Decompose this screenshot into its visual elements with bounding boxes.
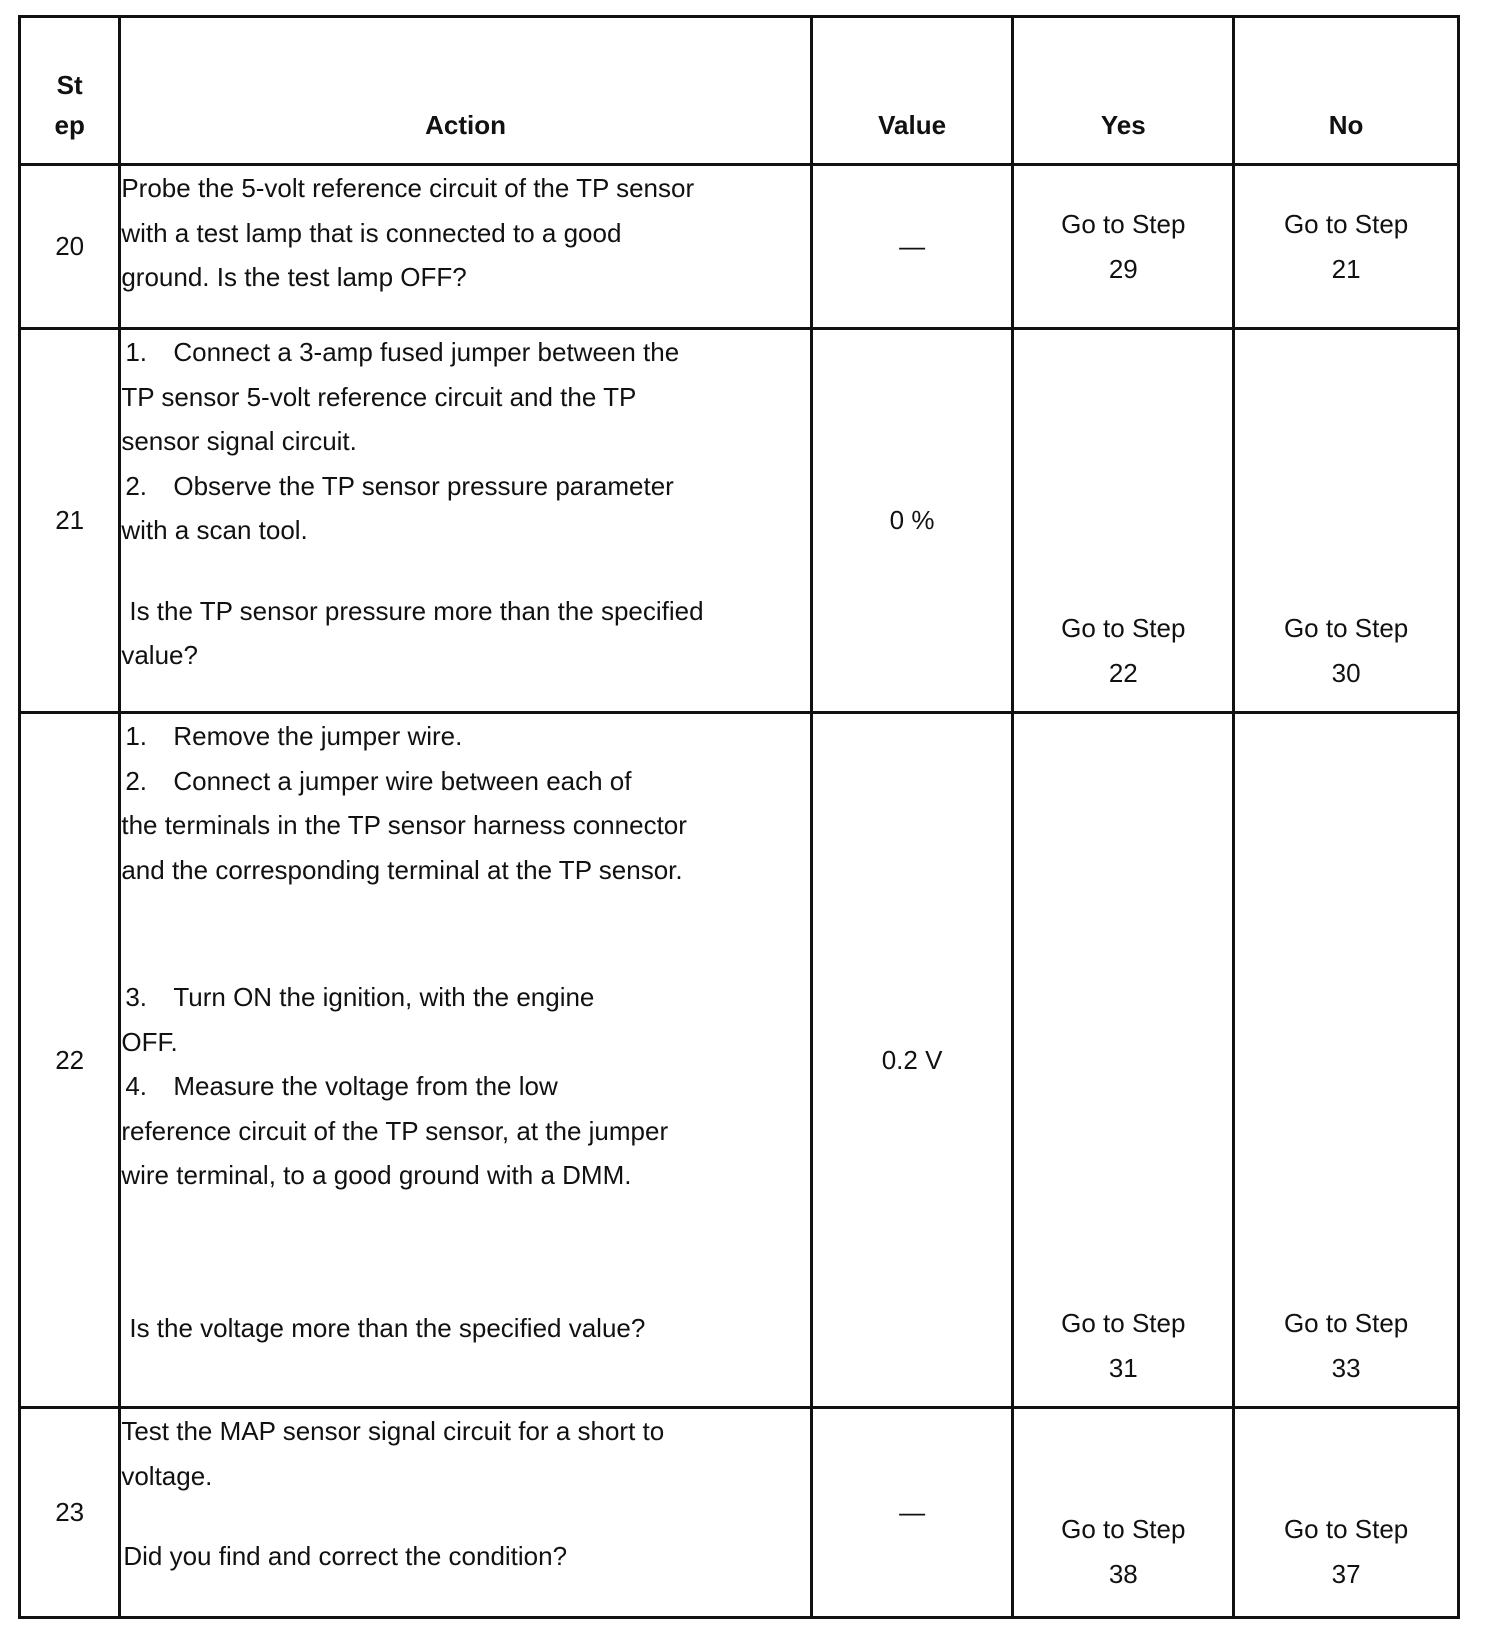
header-no: No <box>1234 17 1459 165</box>
item-text: Connect a 3-amp fused jumper between the <box>173 337 680 367</box>
item-number: 2. <box>125 765 148 796</box>
item-text: Connect a jumper wire between each of <box>173 765 632 796</box>
action-line: ground. Is the test lamp OFF? <box>121 262 467 292</box>
action-line: with a test lamp that is connected to a good <box>121 217 622 248</box>
yes-label: Go to Step <box>1061 209 1186 239</box>
step-cell: 21 <box>20 329 120 713</box>
yes-label: Go to Step <box>1061 1514 1186 1544</box>
header-value: Value <box>811 17 1013 165</box>
no-cell <box>1234 165 1459 329</box>
question-line: value? <box>121 640 198 670</box>
header-step-line1: St <box>56 70 83 100</box>
no-step-number: 30 <box>1331 657 1361 688</box>
question-line: Did you find and correct the condition? <box>123 1541 568 1571</box>
item-number: 1. <box>125 337 148 367</box>
value-cell: 0 % <box>811 329 1013 713</box>
diagnostic-table <box>18 15 1460 1619</box>
action-line <box>121 714 809 759</box>
action-line: sensor signal circuit. <box>121 426 357 456</box>
yes-step-number: 22 <box>1108 657 1138 688</box>
no-label: Go to Step <box>1283 209 1409 239</box>
action-line: reference circuit of the TP sensor, at the jumper <box>121 1115 669 1146</box>
step-cell: 22 <box>20 713 120 1408</box>
value-cell: — <box>811 165 1013 329</box>
question-line: Is the voltage more than the specified value? <box>129 1312 646 1343</box>
header-row <box>20 17 1459 165</box>
action-line: OFF. <box>121 1026 178 1057</box>
yes-label: Go to Step <box>1061 1308 1186 1338</box>
step-cell: 20 <box>20 165 120 329</box>
value-cell: 0.2 V <box>811 713 1013 1408</box>
no-step-number: 33 <box>1331 1352 1361 1383</box>
yes-label: Go to Step <box>1061 613 1186 643</box>
action-line: the terminals in the TP sensor harness connector <box>121 810 687 840</box>
yes-cell <box>1013 1408 1234 1618</box>
header-step <box>20 17 120 165</box>
yes-cell <box>1013 329 1234 713</box>
table-row <box>20 713 1459 1408</box>
yes-step-number: 29 <box>1108 253 1138 284</box>
action-line: TP sensor 5-volt reference circuit and the TP <box>121 381 637 412</box>
action-line <box>121 975 809 1020</box>
action-line: Probe the 5-volt reference circuit of the TP sensor <box>121 173 695 203</box>
action-line: with a scan tool. <box>121 515 308 545</box>
item-text: Turn ON the ignition, with the engine <box>173 982 595 1012</box>
header-action: Action <box>120 17 811 165</box>
action-line: wire terminal, to a good ground with a DMM. <box>121 1160 632 1190</box>
no-cell <box>1234 329 1459 713</box>
question-line: Is the TP sensor pressure more than the specified <box>129 595 704 626</box>
item-text: Observe the TP sensor pressure parameter <box>173 470 674 501</box>
no-step-number: 37 <box>1331 1558 1361 1589</box>
action-line: Test the MAP sensor signal circuit for a short to <box>121 1416 665 1446</box>
yes-cell <box>1013 713 1234 1408</box>
item-number: 4. <box>125 1071 148 1101</box>
header-step-line2: ep <box>54 110 85 140</box>
action-cell <box>120 165 811 329</box>
yes-step-number: 31 <box>1108 1352 1138 1383</box>
action-cell <box>120 1408 811 1618</box>
step-cell: 23 <box>20 1408 120 1618</box>
action-line: voltage. <box>121 1460 213 1491</box>
action-line: and the corresponding terminal at the TP sensor. <box>121 854 683 885</box>
no-step-number: 21 <box>1331 253 1361 284</box>
item-number: 2. <box>125 470 148 501</box>
yes-step-number: 38 <box>1108 1558 1138 1589</box>
action-line <box>121 464 809 509</box>
no-label: Go to Step <box>1283 1514 1409 1544</box>
table-row <box>20 1408 1459 1618</box>
table-row <box>20 165 1459 329</box>
action-cell <box>120 713 811 1408</box>
no-label: Go to Step <box>1283 1308 1409 1338</box>
table-row <box>20 329 1459 713</box>
yes-cell <box>1013 165 1234 329</box>
value-cell: — <box>811 1408 1013 1618</box>
action-line <box>121 1064 809 1109</box>
action-line <box>121 330 809 375</box>
no-label: Go to Step <box>1283 613 1409 643</box>
action-cell <box>120 329 811 713</box>
item-text: Measure the voltage from the low <box>173 1071 558 1101</box>
header-yes: Yes <box>1013 17 1234 165</box>
item-text: Remove the jumper wire. <box>173 721 463 751</box>
no-cell <box>1234 1408 1459 1618</box>
no-cell <box>1234 713 1459 1408</box>
item-number: 1. <box>125 721 148 751</box>
action-line <box>121 759 809 804</box>
item-number: 3. <box>125 982 148 1012</box>
